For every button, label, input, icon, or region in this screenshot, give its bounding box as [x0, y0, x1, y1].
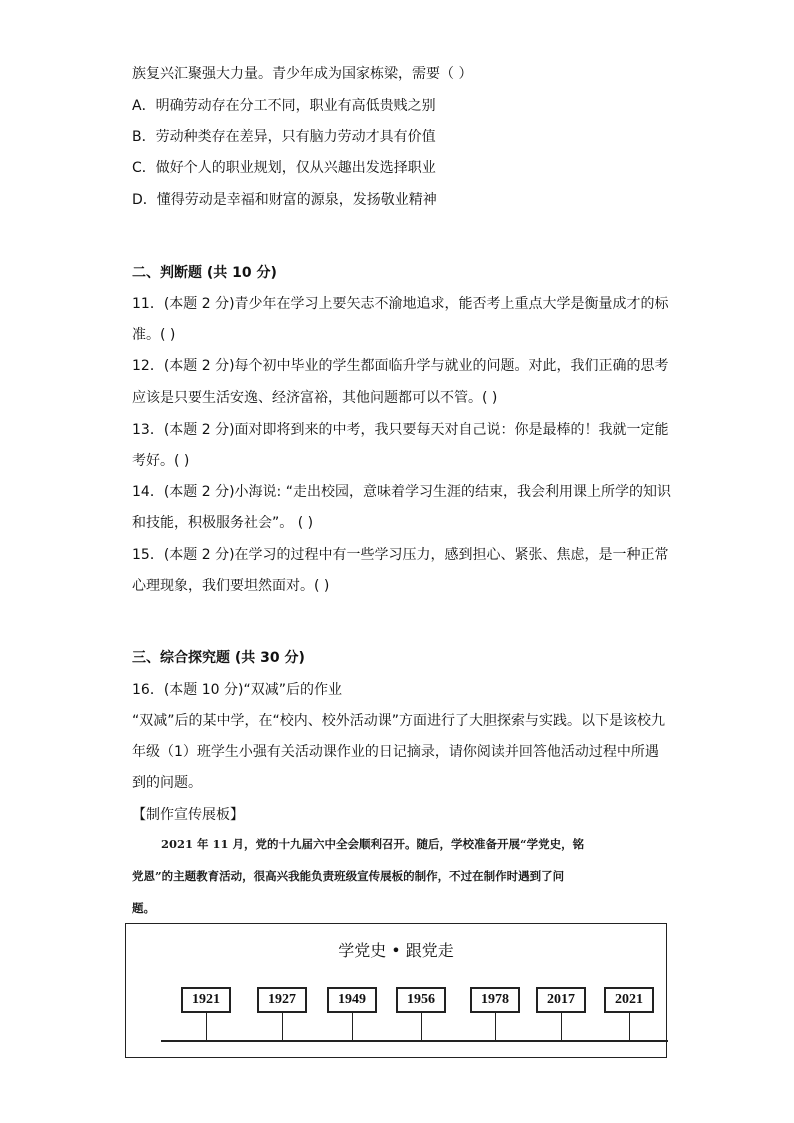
timeline-stem	[206, 1013, 207, 1041]
q16-intro-line-1: “双减”后的某中学，在“校内、校外活动课”方面进行了大胆探索与实践。以下是该校九	[132, 713, 666, 729]
timeline-stem	[629, 1013, 630, 1041]
timeline-stem	[352, 1013, 353, 1041]
diary-passage-line-1: 2021 年 11 月，党的十九届六中全会顺利召开。随后，学校准备开展“学党史，铭	[161, 837, 585, 851]
timeline-stem	[421, 1013, 422, 1041]
q13-line-2: 考好。( )	[132, 453, 190, 469]
q10-option-d: D．懂得劳动是幸福和财富的源泉，发扬敬业精神	[132, 192, 437, 208]
year-box-2021: 2021	[604, 987, 654, 1013]
timeline-stem	[561, 1013, 562, 1041]
timeline-stem	[282, 1013, 283, 1041]
year-box-1978: 1978	[470, 987, 520, 1013]
diary-passage-line-3: 题。	[132, 901, 155, 915]
q14-line-1: 14．(本题 2 分)小海说: “走出校园，意味着学习生涯的结束，我会利用课上所学的知识	[132, 484, 671, 500]
q10-tail: 族复兴汇聚强大力量。青少年成为国家栋梁，需要（ ）	[132, 66, 473, 82]
year-box-2017: 2017	[536, 987, 586, 1013]
activity-heading: 【制作宣传展板】	[132, 807, 244, 823]
year-box-1949: 1949	[327, 987, 377, 1013]
q14-line-2: 和技能，积极服务社会”。 ( )	[132, 515, 314, 531]
q12-line-1: 12．(本题 2 分)每个初中毕业的学生都面临升学与就业的问题。对此，我们正确的思考	[132, 358, 669, 374]
q10-option-a: A．明确劳动存在分工不同，职业有高低贵贱之别	[132, 98, 436, 114]
year-box-1927: 1927	[257, 987, 307, 1013]
diary-passage-line-2: 党恩”的主题教育活动，很高兴我能负责班级宣传展板的制作，不过在制作时遇到了问	[132, 869, 565, 883]
promo-board	[125, 923, 667, 1058]
q10-option-c: C．做好个人的职业规划，仅从兴趣出发选择职业	[132, 160, 436, 176]
q10-option-b: B．劳动种类存在差异，只有脑力劳动才具有价值	[132, 129, 436, 145]
section-3-heading: 三、综合探究题 (共 30 分)	[132, 650, 305, 666]
q11-line-1: 11．(本题 2 分)青少年在学习上要矢志不渝地追求，能否考上重点大学是衡量成才的标	[132, 296, 669, 312]
year-box-1956: 1956	[396, 987, 446, 1013]
timeline-baseline	[161, 1040, 668, 1042]
q13-line-1: 13．(本题 2 分)面对即将到来的中考，我只要每天对自己说：你是最棒的！我就一定能	[132, 422, 669, 438]
q11-line-2: 准。( )	[132, 327, 176, 343]
q15-line-1: 15．(本题 2 分)在学习的过程中有一些学习压力，感到担心、紧张、焦虑，是一种正常	[132, 547, 669, 563]
q15-line-2: 心理现象，我们要坦然面对。( )	[132, 578, 330, 594]
timeline-stem	[495, 1013, 496, 1041]
q16-title: 16．(本题 10 分)“双减”后的作业	[132, 682, 342, 698]
q16-intro-line-3: 到的问题。	[132, 775, 202, 791]
year-box-1921: 1921	[181, 987, 231, 1013]
board-title: 学党史 • 跟党走	[338, 941, 454, 960]
section-2-heading: 二、判断题 (共 10 分)	[132, 265, 277, 281]
q12-line-2: 应该是只要生活安逸、经济富裕，其他问题都可以不管。( )	[132, 390, 498, 406]
q16-intro-line-2: 年级（1）班学生小强有关活动课作业的日记摘录，请你阅读并回答他活动过程中所遇	[132, 744, 659, 760]
